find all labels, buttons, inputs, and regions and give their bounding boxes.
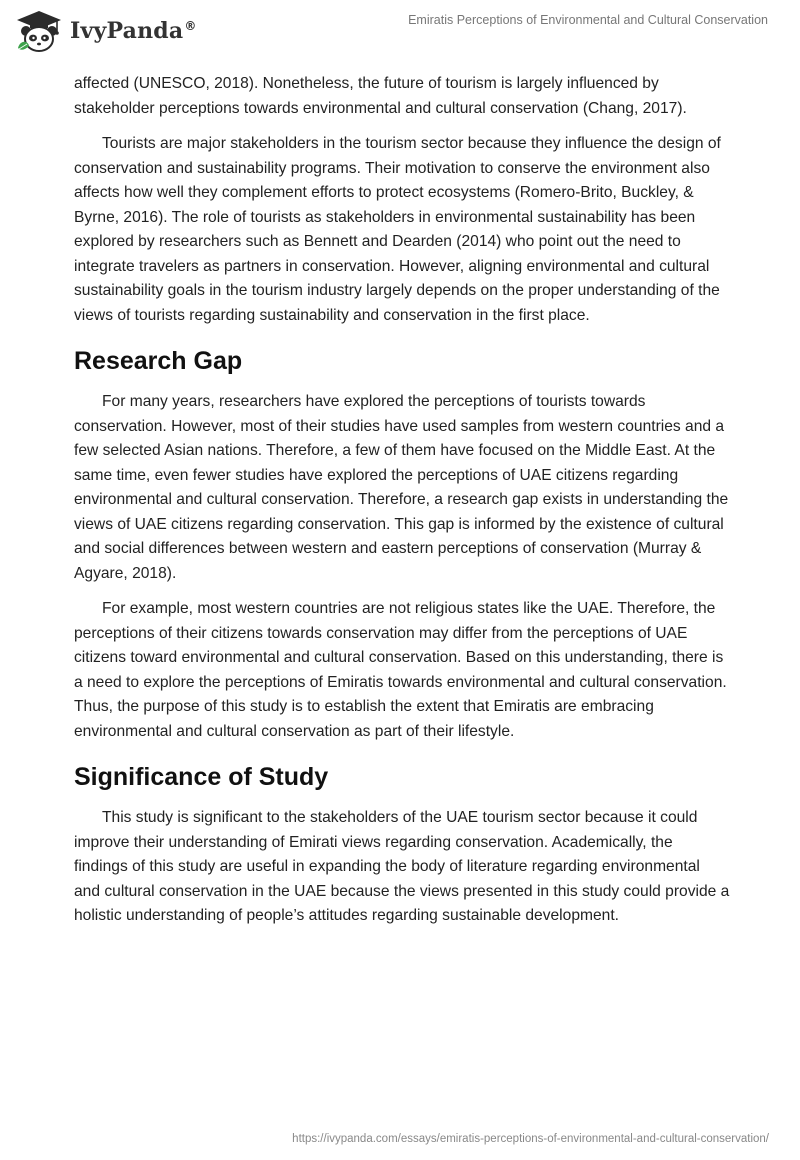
ivypanda-logo[interactable] xyxy=(14,8,197,54)
heading-significance: Significance of Study xyxy=(74,763,329,791)
essay-body xyxy=(74,72,730,940)
paragraph-example: For example, most western countries are not religious states like the UAE. Therefore, the perceptions of their citizens towards conservation may differ from the perceptions of UAE citizens toward environmental and cultural conservation. Based on this understanding, there is a need to explore the perceptions of Emiratis towards environmental and cultural conservation. Thus, the purpose of this study is to establish the extent that Emiratis are embracing environmental and cultural conservation as part of their lifestyle. xyxy=(74,600,727,740)
heading-research-gap: Research Gap xyxy=(74,347,243,375)
paragraph-research-gap: For many years, researchers have explored the perceptions of tourists towards conservation. However, most of their studies have used samples from western countries and a few selected Asian nations. Therefore, a few of them have focused on the Middle East. At the same time, even fewer studies have explored the perceptions of UAE citizens regarding environmental and cultural conservation. Therefore, a research gap exists in understanding the views of UAE citizens regarding conservation. This gap is informed by the existence of cultural and social differences between western and eastern perceptions of conservation (Murray & Agyare, 2018). xyxy=(74,393,729,582)
source-url[interactable]: https://ivypanda.com/essays/emiratis-perceptions-of-environmental-and-cultural-conservation/ xyxy=(292,1133,769,1145)
document-title: Emiratis Perceptions of Environmental and Cultural Conservation xyxy=(408,13,768,27)
paragraph-tourists-stakeholders: Tourists are major stakeholders in the tourism sector because they influence the design of conservation and sustainability programs. Their motivation to conserve the environment also affects how well they complement efforts to protect ecosystems (Romero-Brito, Buckley, & Byrne, 2016). The role of tourists as stakeholders in environmental sustainability has been explored by researchers such as Bennett and Dearden (2014) who point out the need to integrate travelers as partners in conservation. However, aligning environmental and cultural sustainability goals in the tourism industry largely depends on the proper understanding of the views of tourists regarding sustainability and conservation in the first place. xyxy=(74,135,721,324)
page-header xyxy=(0,0,800,70)
registered-mark: ® xyxy=(184,18,197,33)
panda-graduate-icon xyxy=(14,8,64,54)
brand-name: IvyPanda® xyxy=(70,18,197,44)
paragraph-continuation: affected (UNESCO, 2018). Nonetheless, the future of tourism is largely influenced by stakeholder perceptions towards environmental and cultural conservation (Chang, 2017). xyxy=(74,75,687,117)
paragraph-significance: This study is significant to the stakeholders of the UAE tourism sector because it could improve their understanding of Emirati views regarding conservation. Academically, the findings of this study are useful in expanding the body of literature regarding environmental and cultural conservation in the UAE because the views presented in this study could provide a holistic understanding of people’s attitudes regarding sustainable development. xyxy=(74,809,730,924)
